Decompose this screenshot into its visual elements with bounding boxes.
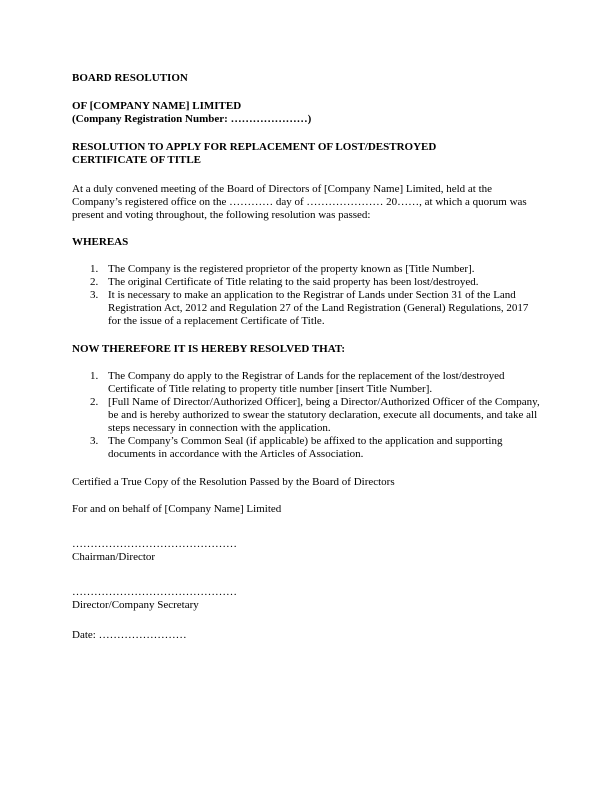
list-item-text: The Company’s Common Seal (if applicable) be affixed to the application and supporting documents in accordance with the Articles of Association.: [108, 435, 503, 460]
signature-block-chairman: [72, 538, 542, 564]
list-item: [72, 263, 542, 276]
list-item-text: The original Certificate of Title relating to the said property has been lost/destroyed.: [108, 276, 479, 288]
resolution-title-line-1: RESOLUTION TO APPLY FOR REPLACEMENT OF LOST/DESTROYED: [72, 141, 437, 153]
document-heading: BOARD RESOLUTION: [72, 72, 188, 84]
resolution-title: [72, 141, 542, 167]
certified-statement: Certified a True Copy of the Resolution Passed by the Board of Directors: [72, 476, 395, 488]
list-item: [72, 396, 542, 435]
list-item: [72, 370, 542, 396]
signature-block-secretary: [72, 586, 542, 612]
list-item-text: The Company do apply to the Registrar of Lands for the replacement of the lost/destroyed Certificate of Title relating to property title number [insert Title Number].: [108, 370, 505, 395]
signature-label-secretary: Director/Company Secretary: [72, 599, 199, 611]
list-number: 3.: [90, 435, 99, 447]
intro-paragraph: At a duly convened meeting of the Board of Directors of [Company Name] Limited, held at the Company’s registered office on the ………… day of ………………… 20……, at which a quorum was present and voting throughout, the following resolution was passed:: [72, 183, 527, 221]
signature-label-chairman: Chairman/Director: [72, 551, 156, 563]
list-number: 1.: [90, 263, 99, 275]
list-number: 1.: [90, 370, 99, 382]
company-line: OF [COMPANY NAME] LIMITED: [72, 100, 242, 112]
list-item: [72, 435, 542, 461]
list-item: [72, 289, 542, 328]
list-item-text: [Full Name of Director/Authorized Officer], being a Director/Authorized Officer of the Company, be and is hereby authorized to swear the statutory declaration, execute all documents, and take all steps necessary in connection with the application.: [108, 396, 540, 434]
list-number: 2.: [90, 396, 99, 408]
signature-line: ………………………………………: [72, 586, 237, 598]
whereas-list: [72, 263, 542, 328]
document-body: [72, 72, 542, 642]
list-item: [72, 276, 542, 289]
on-behalf-statement: For and on behalf of [Company Name] Limited: [72, 503, 282, 515]
list-number: 3.: [90, 289, 99, 301]
signature-line: ………………………………………: [72, 538, 237, 550]
registration-line: (Company Registration Number: …………………): [72, 113, 312, 125]
list-item-text: It is necessary to make an application to the Registrar of Lands under Section 31 of the Land Registration Act, 2012 and Regulation 27 of the Land Registration (General) Regulations, 2017 for the issue of a replacement Certificate of Title.: [108, 289, 529, 327]
resolved-list: [72, 370, 542, 461]
whereas-heading: WHEREAS: [72, 236, 129, 248]
list-number: 2.: [90, 276, 99, 288]
resolution-title-line-2: CERTIFICATE OF TITLE: [72, 154, 201, 166]
company-block: [72, 100, 542, 126]
resolved-heading: NOW THEREFORE IT IS HEREBY RESOLVED THAT:: [72, 343, 346, 355]
date-line: Date: ……………………: [72, 629, 187, 641]
list-item-text: The Company is the registered proprietor of the property known as [Title Number].: [108, 263, 475, 275]
